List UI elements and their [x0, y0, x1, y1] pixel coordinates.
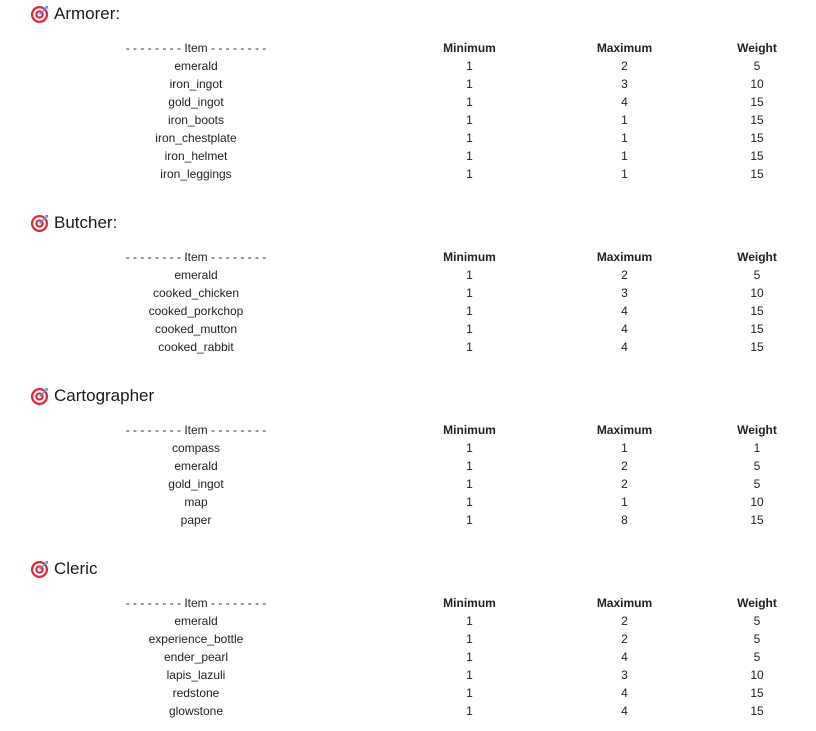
maximum-cell: 2	[621, 268, 628, 282]
minimum-cell: 1	[466, 441, 473, 455]
weight-column-header: Weight	[737, 41, 777, 55]
item-cell: iron_ingot	[169, 77, 223, 91]
minimum-cell: 1	[466, 95, 473, 109]
item-cell: cooked_porkchop	[148, 304, 244, 318]
weight-cell: 5	[753, 59, 761, 73]
table-row	[0, 111, 812, 129]
maximum-cell: 1	[621, 167, 628, 181]
table-header-row	[0, 421, 812, 439]
maximum-cell: 8	[621, 513, 628, 527]
table-row	[0, 493, 812, 511]
loot-table	[0, 594, 812, 720]
weight-cell: 5	[753, 268, 761, 282]
item-column-header: - - - - - - - - Item - - - - - - - -	[125, 250, 267, 264]
section-title-text: Cleric	[54, 559, 98, 578]
weight-cell: 15	[750, 704, 764, 718]
item-cell: cooked_rabbit	[158, 340, 234, 354]
section-title	[30, 385, 154, 407]
item-cell: gold_ingot	[168, 95, 224, 109]
table-row	[0, 302, 812, 320]
weight-cell: 15	[750, 149, 764, 163]
table-row	[0, 457, 812, 475]
weight-cell: 15	[750, 131, 764, 145]
minimum-cell: 1	[466, 632, 473, 646]
weight-cell: 5	[753, 459, 761, 473]
weight-cell: 15	[750, 167, 764, 181]
weight-column-header: Weight	[737, 250, 777, 264]
table-row	[0, 475, 812, 493]
weight-cell: 10	[750, 668, 764, 682]
section-title-text: Cartographer	[54, 386, 155, 405]
target-icon	[30, 5, 49, 24]
item-cell: compass	[171, 441, 221, 455]
table-row	[0, 284, 812, 302]
table-row	[0, 338, 812, 356]
table-row	[0, 147, 812, 165]
item-column-header: - - - - - - - - Item - - - - - - - -	[125, 423, 267, 437]
weight-cell: 15	[750, 95, 764, 109]
maximum-cell: 4	[621, 304, 628, 318]
table-row	[0, 320, 812, 338]
maximum-cell: 4	[621, 650, 628, 664]
loot-table	[0, 248, 812, 356]
maximum-cell: 4	[621, 322, 628, 336]
weight-cell: 15	[750, 513, 764, 527]
maximum-cell: 4	[621, 686, 628, 700]
maximum-cell: 4	[621, 704, 628, 718]
table-row	[0, 612, 812, 630]
minimum-column-header: Minimum	[443, 423, 496, 437]
item-cell: iron_boots	[167, 113, 225, 127]
item-cell: paper	[180, 513, 212, 527]
table-header-row	[0, 594, 812, 612]
table-row	[0, 702, 812, 720]
maximum-cell: 4	[621, 95, 628, 109]
weight-cell: 5	[753, 477, 761, 491]
item-cell: cooked_mutton	[154, 322, 238, 336]
maximum-cell: 2	[621, 477, 628, 491]
item-cell: emerald	[174, 59, 218, 73]
loot-table	[0, 39, 812, 183]
item-cell: cooked_chicken	[152, 286, 240, 300]
minimum-cell: 1	[466, 477, 473, 491]
maximum-cell: 2	[621, 632, 628, 646]
table-row	[0, 93, 812, 111]
item-cell: experience_bottle	[148, 632, 244, 646]
minimum-cell: 1	[466, 650, 473, 664]
minimum-cell: 1	[466, 459, 473, 473]
minimum-cell: 1	[466, 167, 473, 181]
table-row	[0, 57, 812, 75]
item-cell: emerald	[174, 459, 218, 473]
weight-cell: 5	[753, 650, 761, 664]
maximum-cell: 4	[621, 340, 628, 354]
item-cell: ender_pearl	[163, 650, 229, 664]
section-title-text: Butcher:	[54, 213, 118, 232]
minimum-cell: 1	[466, 340, 473, 354]
item-cell: map	[184, 495, 208, 509]
minimum-cell: 1	[466, 322, 473, 336]
table-row	[0, 439, 812, 457]
section-title	[30, 212, 117, 234]
target-icon	[30, 387, 49, 406]
item-cell: glowstone	[168, 704, 224, 718]
weight-cell: 15	[750, 686, 764, 700]
maximum-cell: 3	[621, 286, 628, 300]
weight-cell: 10	[750, 286, 764, 300]
weight-cell: 15	[750, 322, 764, 336]
minimum-cell: 1	[466, 59, 473, 73]
maximum-cell: 2	[621, 614, 628, 628]
section-title-text: Armorer:	[54, 4, 121, 23]
minimum-cell: 1	[466, 704, 473, 718]
minimum-cell: 1	[466, 686, 473, 700]
minimum-column-header: Minimum	[443, 41, 496, 55]
item-cell: gold_ingot	[168, 477, 224, 491]
weight-cell: 15	[750, 113, 764, 127]
minimum-cell: 1	[466, 77, 473, 91]
maximum-column-header: Maximum	[596, 423, 653, 437]
item-cell: lapis_lazuli	[166, 668, 226, 682]
minimum-cell: 1	[466, 668, 473, 682]
loot-table	[0, 421, 812, 529]
maximum-cell: 1	[621, 149, 628, 163]
item-cell: iron_helmet	[164, 149, 228, 163]
table-row	[0, 511, 812, 529]
maximum-column-header: Maximum	[596, 596, 653, 610]
item-cell: emerald	[174, 268, 218, 282]
item-cell: redstone	[172, 686, 220, 700]
table-row	[0, 165, 812, 183]
weight-cell: 10	[750, 495, 764, 509]
target-icon	[30, 214, 49, 233]
maximum-cell: 1	[621, 131, 628, 145]
minimum-cell: 1	[466, 131, 473, 145]
minimum-cell: 1	[466, 113, 473, 127]
item-column-header: - - - - - - - - Item - - - - - - - -	[125, 41, 267, 55]
table-row	[0, 75, 812, 93]
maximum-cell: 2	[621, 459, 628, 473]
target-icon	[30, 560, 49, 579]
item-column-header: - - - - - - - - Item - - - - - - - -	[125, 596, 267, 610]
table-header-row	[0, 39, 812, 57]
table-row	[0, 666, 812, 684]
weight-cell: 5	[753, 614, 761, 628]
table-row	[0, 129, 812, 147]
weight-cell: 10	[750, 77, 764, 91]
maximum-cell: 1	[621, 441, 628, 455]
maximum-cell: 1	[621, 113, 628, 127]
item-cell: emerald	[174, 614, 218, 628]
minimum-cell: 1	[466, 149, 473, 163]
minimum-cell: 1	[466, 513, 473, 527]
minimum-column-header: Minimum	[443, 596, 496, 610]
maximum-cell: 3	[621, 77, 628, 91]
table-header-row	[0, 248, 812, 266]
item-cell: iron_leggings	[160, 167, 232, 181]
table-row	[0, 684, 812, 702]
weight-column-header: Weight	[737, 596, 777, 610]
section-title	[30, 3, 120, 25]
weight-cell: 15	[750, 304, 764, 318]
maximum-column-header: Maximum	[596, 250, 653, 264]
maximum-column-header: Maximum	[596, 41, 653, 55]
minimum-cell: 1	[466, 286, 473, 300]
maximum-cell: 2	[621, 59, 628, 73]
section-title	[30, 558, 97, 580]
item-cell: iron_chestplate	[155, 131, 237, 145]
weight-cell: 1	[753, 441, 761, 455]
table-row	[0, 266, 812, 284]
minimum-cell: 1	[466, 304, 473, 318]
minimum-cell: 1	[466, 614, 473, 628]
table-row	[0, 630, 812, 648]
weight-column-header: Weight	[737, 423, 777, 437]
minimum-cell: 1	[466, 268, 473, 282]
maximum-cell: 3	[621, 668, 628, 682]
minimum-cell: 1	[466, 495, 473, 509]
maximum-cell: 1	[621, 495, 628, 509]
weight-cell: 5	[753, 632, 761, 646]
minimum-column-header: Minimum	[443, 250, 496, 264]
weight-cell: 15	[750, 340, 764, 354]
table-row	[0, 648, 812, 666]
